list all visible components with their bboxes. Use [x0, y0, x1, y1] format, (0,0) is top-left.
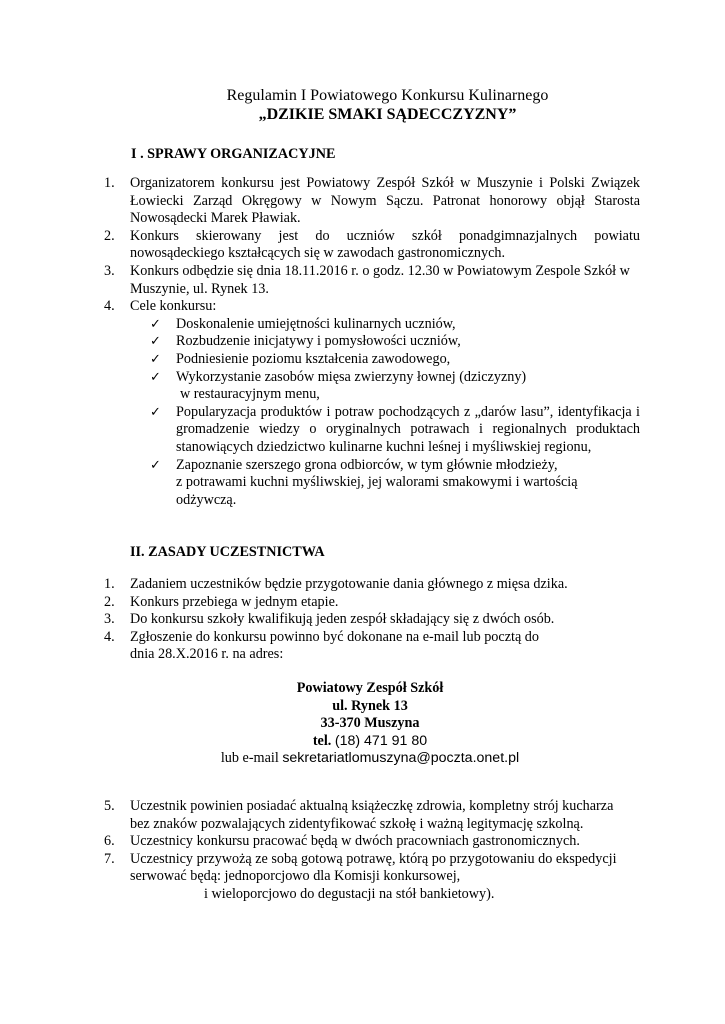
goal-text-continuation: z potrawami kuchni myśliwskiej, jej walorami smakowymi i wartością [176, 474, 578, 491]
list-item-text: Cele konkursu: [130, 298, 217, 315]
list-item-text: Konkurs przebiega w jednym etapie. [130, 593, 339, 610]
goal-text-continuation: w restauracyjnym menu, [180, 386, 320, 403]
list-item-text-continuation: i wieloporcjowo do degustacji na stół bankietowy). [204, 885, 495, 902]
phone-number: (18) 471 91 80 [334, 732, 428, 749]
list-item [104, 228, 640, 263]
email-address: sekretariatlomuszyna@poczta.onet.pl [282, 750, 520, 767]
list-item [104, 576, 664, 594]
list-item-text: Zgłoszenie do konkursu powinno być dokonane na e-mail lub pocztą do dnia 28.X.2016 r. na adres: [130, 628, 539, 663]
list-item [104, 798, 628, 833]
address-name: Powiatowy Zespół Szkół [296, 680, 444, 696]
list-item-text: Konkurs skierowany jest do uczniów szkół ponadgimnazjalnych powiatu nowosądeckiego kształcących się w zawodach gastronomicznych. [130, 227, 640, 262]
section-heading-participation: II. ZASADY UCZESTNICTWA [130, 544, 325, 560]
list-item [104, 594, 664, 612]
goal-item [150, 351, 640, 369]
document-title: Regulamin I Powiatowego Konkursu Kulinarnego [226, 87, 549, 104]
list-number: 7. [104, 850, 115, 867]
list-number: 1. [104, 175, 115, 191]
email-label: lub e-mail [220, 750, 279, 767]
list-number: 3. [104, 611, 115, 628]
list-item [104, 263, 640, 298]
address-city: 33-370 Muszyna [320, 715, 420, 732]
list-number: 2. [104, 593, 115, 610]
participation-list [104, 576, 664, 664]
list-item-text: Uczestnicy konkursu pracować będą w dwóch pracowniach gastronomicznych. [130, 833, 580, 850]
goal-item [150, 333, 640, 351]
list-item-text: Do konkursu szkoły kwalifikują jeden zespół składający się z dwóch osób. [130, 611, 555, 628]
list-item-text: Uczestnicy przywożą ze sobą gotową potrawę, którą po przygotowaniu do ekspedycji serwować będą: jednoporcjowo dla Komisji konkursowej, [130, 850, 617, 885]
check-mark-icon: ✓ [150, 369, 161, 385]
list-item [104, 611, 664, 629]
participation-list-continued [104, 798, 664, 904]
goal-text: Wykorzystanie zasobów mięsa zwierzyny łownej (dziczyzny) [176, 368, 527, 385]
check-mark-icon: ✓ [150, 351, 161, 367]
list-item [104, 298, 640, 509]
address-street: ul. Rynek 13 [332, 697, 408, 714]
goal-item [150, 316, 640, 334]
goal-item [150, 404, 640, 457]
list-item [104, 629, 560, 664]
organizational-list [104, 175, 640, 509]
list-item-text: Zadaniem uczestników będzie przygotowanie dania głównego z mięsa dzika. [130, 576, 568, 592]
list-number: 3. [104, 262, 115, 279]
list-item-text: Konkurs odbędzie się dnia 18.11.2016 r. o godz. 12.30 w Powiatowym Zespole Szkół w Muszynie, ul. Rynek 13. [130, 262, 630, 297]
list-number: 6. [104, 833, 115, 850]
section-heading-organizational: I . SPRAWY ORGANIZACYJNE [131, 146, 336, 162]
contact-address [0, 680, 725, 768]
goals-list [150, 316, 640, 510]
list-item-text: Uczestnik powinien posiadać aktualną książeczkę zdrowia, kompletny strój kucharza bez znaków pozwalających zidentyfikować szkołę i ważną legitymację szkolną. [130, 798, 614, 832]
goal-text: Rozbudzenie inicjatywy i pomysłowości uczniów, [176, 333, 461, 350]
check-mark-icon: ✓ [150, 404, 161, 420]
goal-text: Popularyzacja produktów i potraw pochodzących z „darów lasu”, identyfikacja i gromadzenie wiedzy o oryginalnych potrawach i regionalnych produktach stanowiących dziedzictwo kulinarne kuchni leśnej i myśliwskiej regionu, [176, 403, 640, 455]
list-number: 4. [104, 628, 115, 645]
goal-item [150, 369, 640, 404]
address-phone [0, 733, 725, 751]
list-number: 5. [104, 798, 115, 814]
goal-text: Zapoznanie szerszego grona odbiorców, w tym głównie młodzieży, [176, 456, 558, 473]
goal-text: Podniesienie poziomu kształcenia zawodowego, [176, 350, 451, 367]
list-item [104, 175, 640, 228]
list-number: 1. [104, 576, 115, 592]
address-email [0, 750, 725, 768]
check-mark-icon: ✓ [150, 316, 161, 332]
goal-text-continuation: odżywczą. [176, 491, 237, 508]
list-number: 2. [104, 227, 115, 244]
list-item [104, 851, 640, 904]
goal-item [150, 457, 640, 510]
list-item [104, 833, 664, 851]
list-number: 4. [104, 298, 115, 315]
check-mark-icon: ✓ [150, 457, 161, 473]
list-item-text: Organizatorem konkursu jest Powiatowy Zespół Szkół w Muszynie i Polski Związek Łowiecki Zarząd Okręgowy w Nowym Sączu. Patronat honorowy objął Starosta Nowosądecki Marek Pławiak. [130, 175, 640, 227]
check-mark-icon: ✓ [150, 334, 161, 350]
goal-text: Doskonalenie umiejętności kulinarnych uczniów, [176, 315, 456, 332]
phone-label: tel. [312, 732, 332, 749]
document-subtitle: „DZIKIE SMAKI SĄDECCZYZNY” [258, 106, 517, 123]
